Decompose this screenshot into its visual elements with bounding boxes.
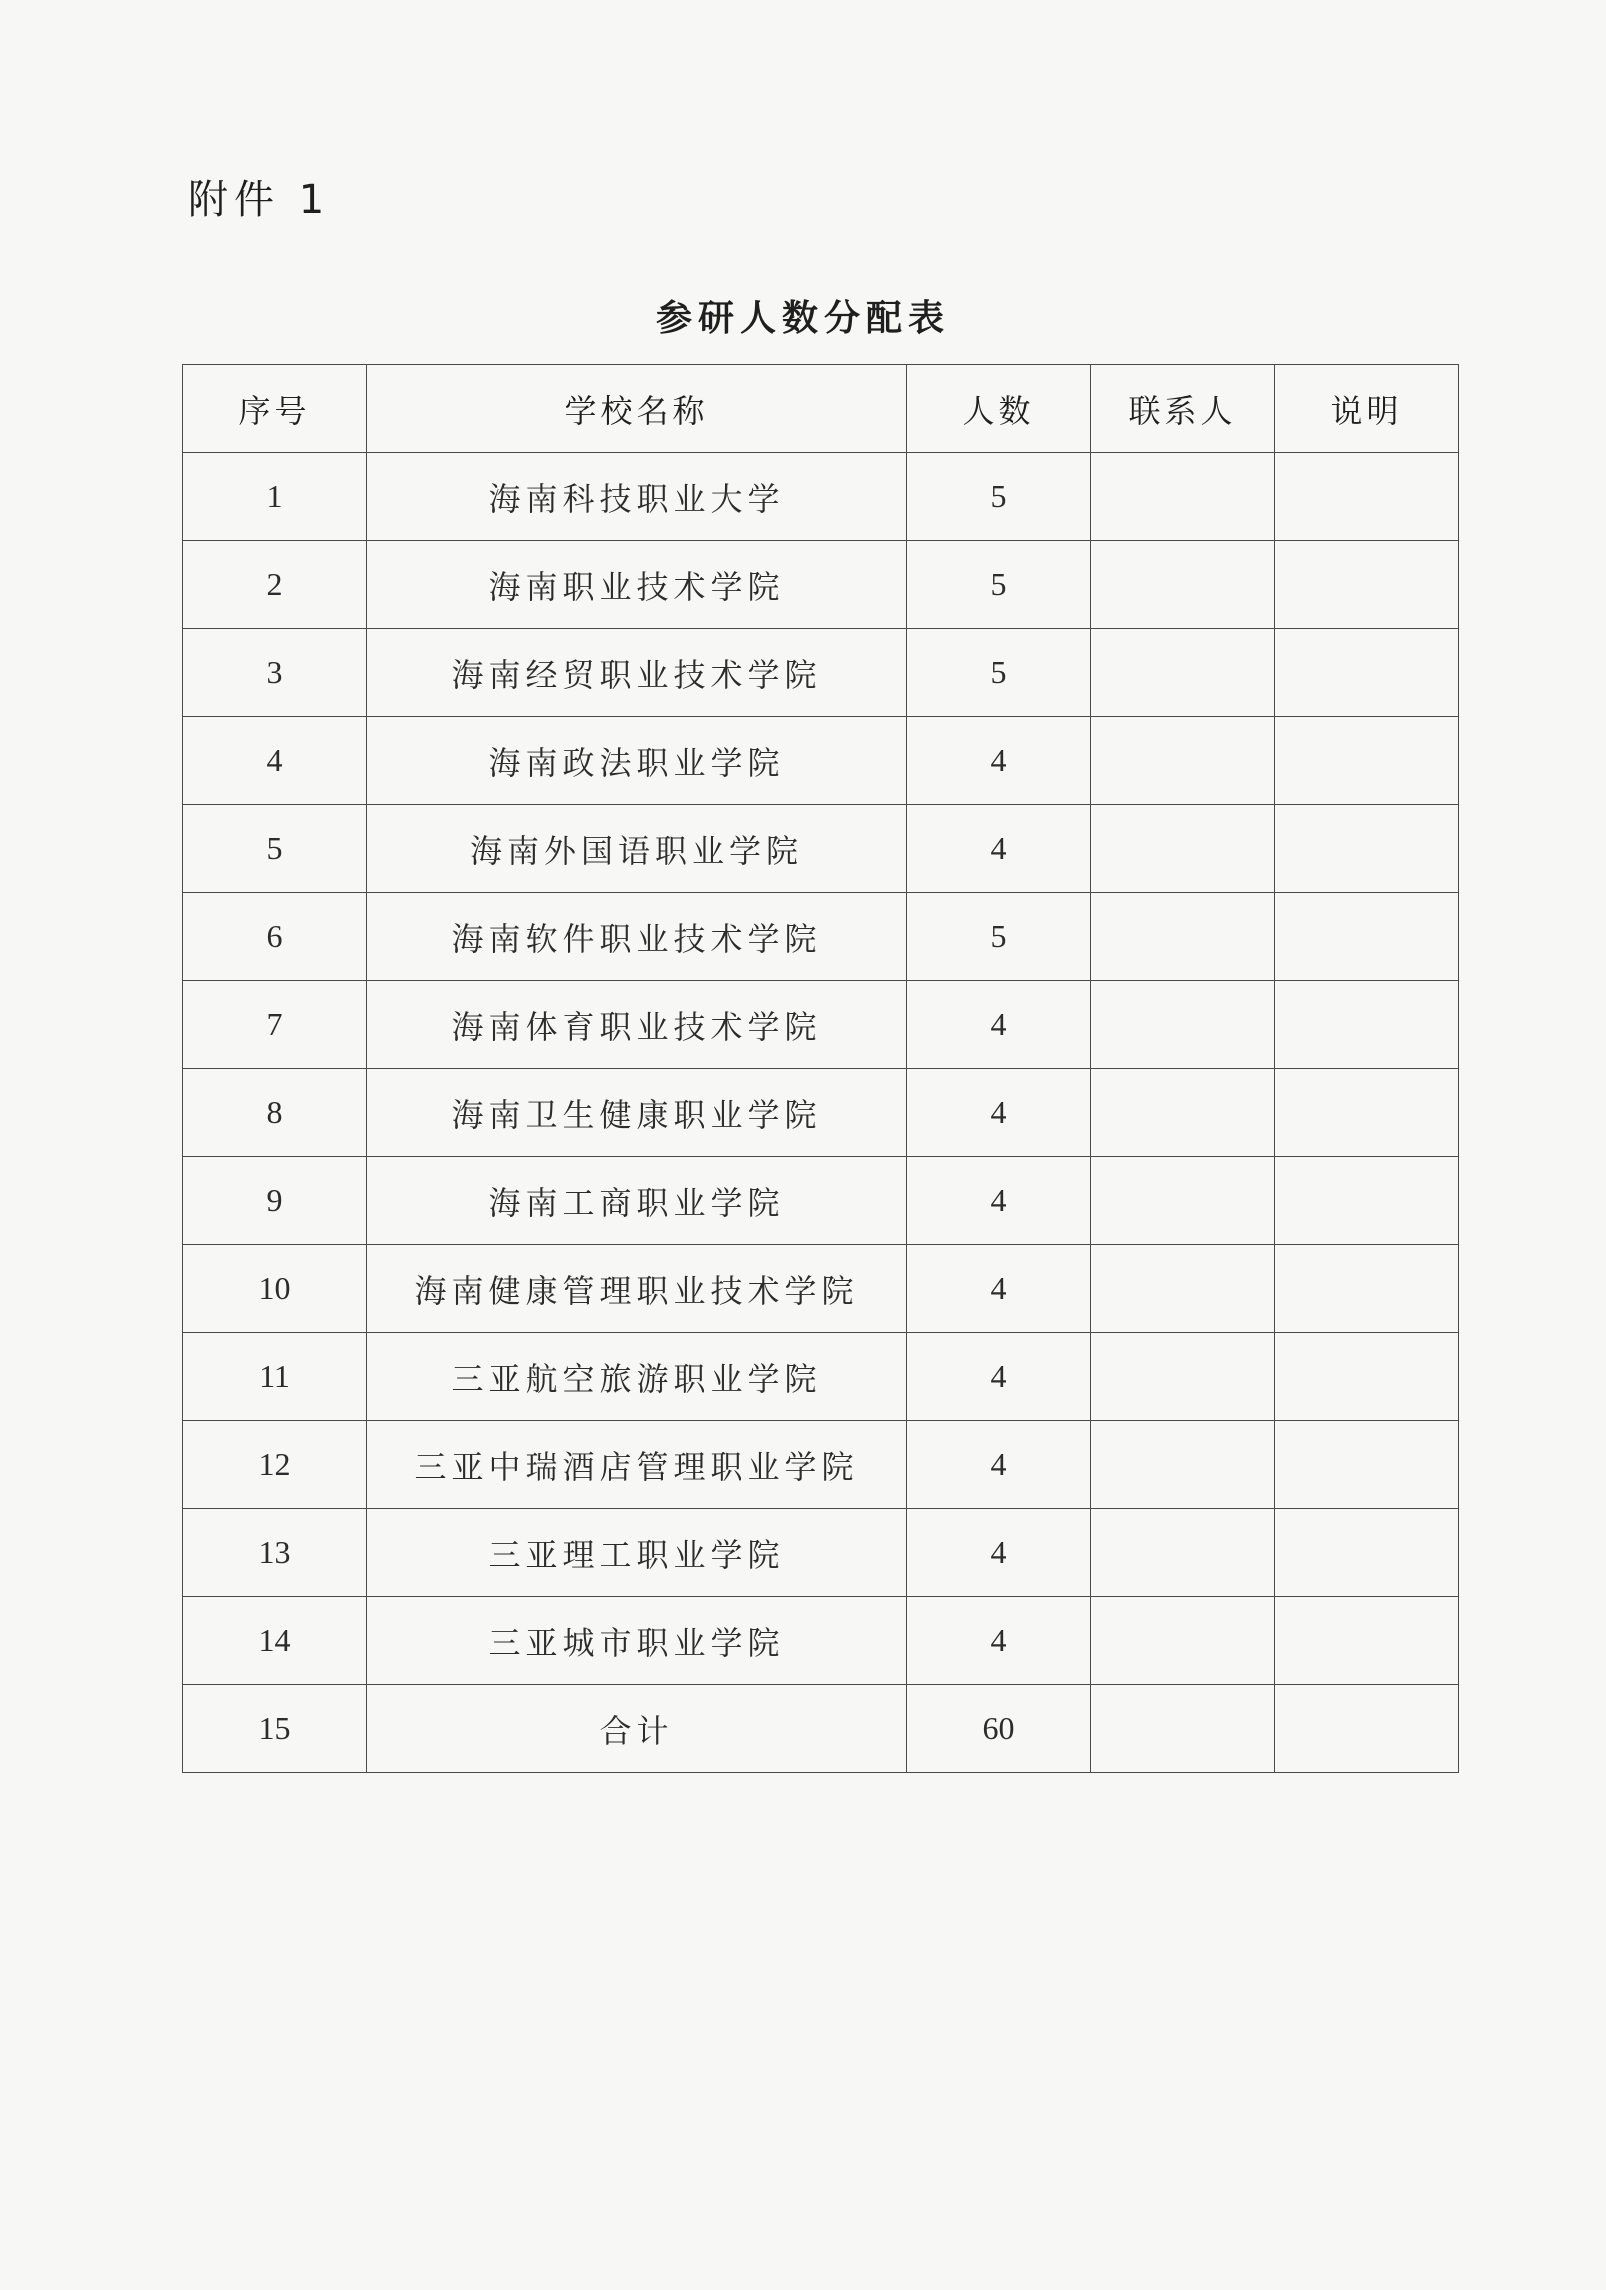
cell-count: 60 [907,1685,1091,1773]
cell-index: 4 [183,717,367,805]
cell-count: 4 [907,1509,1091,1597]
cell-count: 5 [907,541,1091,629]
table-row [183,981,1459,1069]
cell-contact [1091,541,1275,629]
cell-note [1275,1509,1459,1597]
cell-contact [1091,981,1275,1069]
header-row [183,365,1459,453]
cell-contact [1091,805,1275,893]
cell-count: 4 [907,1245,1091,1333]
cell-count: 4 [907,1157,1091,1245]
cell-school-name: 海南外国语职业学院 [367,805,907,893]
cell-index: 11 [183,1333,367,1421]
cell-note [1275,1421,1459,1509]
cell-school-name: 三亚中瑞酒店管理职业学院 [367,1421,907,1509]
cell-index: 15 [183,1685,367,1773]
cell-contact [1091,629,1275,717]
header-index: 序号 [183,365,367,453]
cell-note [1275,629,1459,717]
cell-count: 4 [907,981,1091,1069]
cell-contact [1091,1421,1275,1509]
cell-count: 5 [907,893,1091,981]
cell-index: 3 [183,629,367,717]
cell-note [1275,981,1459,1069]
attachment-label: 附件 1 [188,177,331,223]
table-row [183,1069,1459,1157]
cell-index: 8 [183,1069,367,1157]
cell-index: 14 [183,1597,367,1685]
cell-school-name: 海南经贸职业技术学院 [367,629,907,717]
cell-count: 4 [907,805,1091,893]
cell-school-name: 海南工商职业学院 [367,1157,907,1245]
cell-count: 4 [907,1597,1091,1685]
table-row [183,453,1459,541]
cell-contact [1091,893,1275,981]
cell-note [1275,893,1459,981]
cell-contact [1091,1597,1275,1685]
cell-school-name: 三亚理工职业学院 [367,1509,907,1597]
table-body [183,453,1459,1773]
cell-school-name: 海南软件职业技术学院 [367,893,907,981]
cell-school-name: 海南职业技术学院 [367,541,907,629]
cell-note [1275,453,1459,541]
document-title: 参研人数分配表 [655,298,950,339]
table-row [183,1157,1459,1245]
cell-school-name: 海南科技职业大学 [367,453,907,541]
cell-note [1275,717,1459,805]
cell-contact [1091,1069,1275,1157]
allocation-table [182,364,1459,1773]
table-row [183,541,1459,629]
cell-index: 6 [183,893,367,981]
cell-note [1275,1685,1459,1773]
header-contact: 联系人 [1091,365,1275,453]
cell-count: 5 [907,453,1091,541]
header-school: 学校名称 [367,365,907,453]
table-row [183,1245,1459,1333]
cell-index: 10 [183,1245,367,1333]
cell-school-name: 三亚城市职业学院 [367,1597,907,1685]
table-row [183,1685,1459,1773]
cell-contact [1091,1685,1275,1773]
cell-contact [1091,1509,1275,1597]
cell-index: 1 [183,453,367,541]
table-row [183,805,1459,893]
table-row [183,1597,1459,1685]
cell-note [1275,805,1459,893]
cell-index: 2 [183,541,367,629]
cell-contact [1091,1333,1275,1421]
cell-note [1275,1157,1459,1245]
cell-school-name: 合计 [367,1685,907,1773]
table-row [183,893,1459,981]
cell-index: 7 [183,981,367,1069]
cell-count: 4 [907,717,1091,805]
cell-school-name: 海南体育职业技术学院 [367,981,907,1069]
cell-note [1275,1245,1459,1333]
cell-index: 13 [183,1509,367,1597]
cell-school-name: 海南卫生健康职业学院 [367,1069,907,1157]
table-row [183,1509,1459,1597]
table-header [183,365,1459,453]
cell-index: 12 [183,1421,367,1509]
cell-note [1275,1333,1459,1421]
cell-count: 5 [907,629,1091,717]
table-row [183,1333,1459,1421]
cell-count: 4 [907,1333,1091,1421]
cell-count: 4 [907,1421,1091,1509]
table-row [183,629,1459,717]
cell-note [1275,541,1459,629]
cell-school-name: 海南政法职业学院 [367,717,907,805]
cell-contact [1091,1245,1275,1333]
cell-note [1275,1069,1459,1157]
cell-count: 4 [907,1069,1091,1157]
header-note: 说明 [1275,365,1459,453]
table-row [183,717,1459,805]
header-count: 人数 [907,365,1091,453]
cell-contact [1091,1157,1275,1245]
cell-contact [1091,717,1275,805]
cell-contact [1091,453,1275,541]
cell-school-name: 三亚航空旅游职业学院 [367,1333,907,1421]
cell-index: 9 [183,1157,367,1245]
cell-index: 5 [183,805,367,893]
cell-note [1275,1597,1459,1685]
cell-school-name: 海南健康管理职业技术学院 [367,1245,907,1333]
table-row [183,1421,1459,1509]
